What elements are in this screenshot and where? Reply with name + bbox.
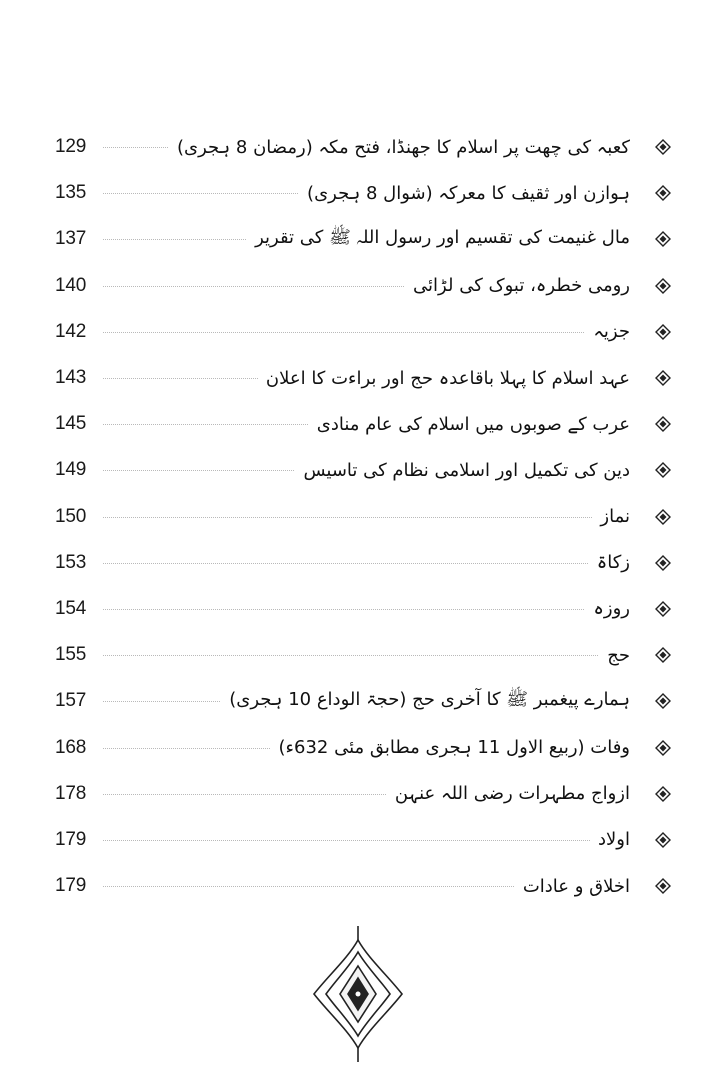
toc-page-number: 137	[55, 228, 87, 250]
diamond-bullet-icon	[654, 692, 672, 710]
leader-dots	[103, 563, 612, 564]
diamond-bullet-icon	[654, 554, 672, 572]
toc-page-number: 149	[55, 459, 87, 481]
toc-row[interactable]	[55, 263, 672, 309]
toc-title: ہمارے پیغمبر ﷺ کا آخری حج (حجۃ الوداع 10 ہجری)	[221, 688, 630, 714]
toc-row[interactable]	[55, 216, 672, 262]
diamond-bullet-icon	[654, 369, 672, 387]
leader-dots	[103, 332, 612, 333]
toc-row[interactable]	[55, 355, 672, 401]
toc-page-number: 154	[55, 597, 87, 619]
diamond-bullet-icon	[654, 831, 672, 849]
toc-row[interactable]	[55, 401, 672, 447]
toc-row[interactable]	[55, 771, 672, 817]
ornament-icon	[310, 924, 406, 1064]
diamond-bullet-icon	[654, 461, 672, 479]
diamond-bullet-icon	[654, 600, 672, 618]
toc-title: دین کی تکمیل اور اسلامی نظام کی تاسیس	[295, 460, 630, 481]
diamond-bullet-icon	[654, 508, 672, 526]
diamond-bullet-icon	[654, 230, 672, 248]
toc-page-number: 129	[55, 136, 87, 158]
toc-page-number: 143	[55, 367, 87, 389]
diamond-bullet-icon	[654, 739, 672, 757]
diamond-bullet-icon	[654, 415, 672, 433]
toc-row[interactable]	[55, 540, 672, 586]
toc-title: حج	[599, 645, 630, 666]
toc-row[interactable]	[55, 124, 672, 170]
toc-title: روزہ	[585, 598, 630, 619]
toc-title: اولاد	[590, 829, 630, 850]
diamond-bullet-icon	[654, 646, 672, 664]
toc-row[interactable]	[55, 817, 672, 863]
leader-dots	[103, 840, 612, 841]
toc-title: عہد اسلام کا پہلا باقاعدہ حج اور براءت کا اعلان	[258, 368, 630, 389]
diamond-bullet-icon	[654, 323, 672, 341]
toc-page-number: 145	[55, 413, 87, 435]
toc-row[interactable]	[55, 586, 672, 632]
toc-row[interactable]	[55, 724, 672, 770]
toc-row[interactable]	[55, 678, 672, 724]
toc-page-number: 135	[55, 182, 87, 204]
toc-page-number: 179	[55, 828, 87, 850]
toc-row[interactable]	[55, 494, 672, 540]
toc-title: مال غنیمت کی تقسیم اور رسول اللہ ﷺ کی تقریر	[247, 226, 630, 252]
diamond-bullet-icon	[654, 877, 672, 895]
toc-title: نماز	[592, 506, 630, 527]
toc-page-number: 150	[55, 505, 87, 527]
toc-page-number: 178	[55, 782, 87, 804]
diamond-bullet-icon	[654, 184, 672, 202]
toc-row[interactable]	[55, 447, 672, 493]
toc-title: عرب کے صوبوں میں اسلام کی عام منادی	[309, 414, 630, 435]
toc-page-number: 142	[55, 320, 87, 342]
toc-row[interactable]	[55, 309, 672, 355]
toc-title: رومی خطرہ، تبوک کی لڑائی	[405, 275, 630, 296]
toc-title: کعبہ کی چھت پر اسلام کا جھنڈا، فتح مکہ (رمضان 8 ہجری)	[169, 137, 630, 158]
toc-title: وفات (ربیع الاول 11 ہجری مطابق مئی 632ء)	[271, 737, 631, 758]
diamond-bullet-icon	[654, 277, 672, 295]
toc-page-number: 153	[55, 551, 87, 573]
toc-row[interactable]	[55, 170, 672, 216]
diamond-bullet-icon	[654, 138, 672, 156]
toc-page-number: 168	[55, 736, 87, 758]
table-of-contents	[55, 124, 672, 909]
toc-row[interactable]	[55, 632, 672, 678]
leader-dots	[103, 609, 612, 610]
leader-dots	[103, 517, 612, 518]
toc-page-number: 179	[55, 875, 87, 897]
toc-page-number: 140	[55, 274, 87, 296]
toc-page-number: 155	[55, 644, 87, 666]
toc-page-number: 157	[55, 690, 87, 712]
toc-row[interactable]	[55, 863, 672, 909]
toc-title: جزیہ	[585, 321, 630, 342]
diamond-bullet-icon	[654, 785, 672, 803]
toc-title: ازواج مطہرات رضی اللہ عنہن	[387, 783, 630, 804]
toc-title: اخلاق و عادات	[515, 876, 630, 897]
leader-dots	[103, 655, 612, 656]
toc-title: ہوازن اور ثقیف کا معرکہ (شوال 8 ہجری)	[299, 183, 630, 204]
toc-title: زکاۃ	[589, 552, 630, 573]
